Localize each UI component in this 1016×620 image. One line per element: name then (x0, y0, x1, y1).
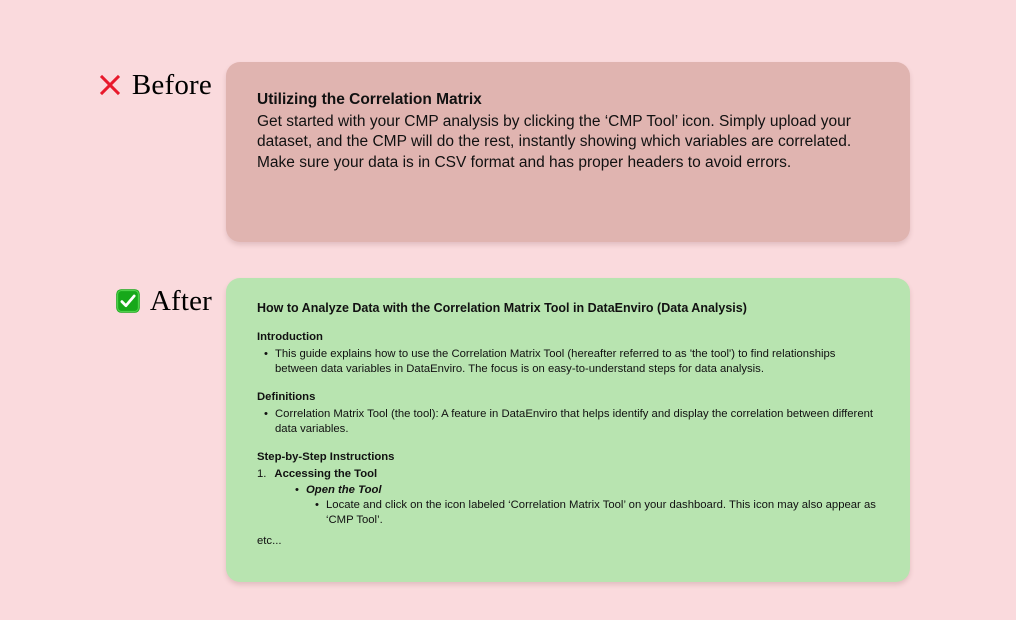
section-definitions (257, 390, 880, 437)
section-heading: Introduction (257, 331, 323, 344)
sub-step-detail-list (306, 498, 880, 529)
step-label: Accessing the Tool (274, 468, 378, 481)
check-mark-button-icon (115, 288, 141, 314)
section-bullet-list (257, 347, 880, 377)
sub-step-detail: • Locate and click on the icon labeled ‘Correlation Matrix Tool’ on your dashboard. This icon may also appear as ‘CMP Tool’. (326, 498, 880, 529)
cross-mark-icon (97, 72, 123, 98)
list-item: • This guide explains how to use the Correlation Matrix Tool (hereafter referred to as 'the tool') to find relationships between data variables in DataEnviro. The focus is on easy-to-understand steps for data analysis. (275, 347, 880, 377)
before-card-heading: Utilizing the Correlation Matrix (257, 91, 482, 108)
after-label: After (149, 284, 212, 317)
etc-text: etc... (257, 534, 282, 547)
sub-step-list (257, 483, 880, 529)
sub-step-item (306, 483, 880, 529)
before-label-group (0, 62, 226, 108)
after-row (0, 278, 910, 582)
section-heading: Definitions (257, 391, 316, 404)
before-label: Before (131, 68, 212, 101)
section-bullet-list (257, 407, 880, 437)
step-list (257, 467, 880, 529)
before-card (226, 62, 910, 242)
after-card (226, 278, 910, 582)
after-label-group (0, 278, 226, 324)
sub-step-label: Open the Tool (306, 483, 382, 496)
after-card-title: How to Analyze Data with the Correlation Matrix Tool in DataEnviro (Data Analysis) (257, 301, 747, 315)
before-card-body: Get started with your CMP analysis by clicking the ‘CMP Tool’ icon. Simply upload your dataset, and the CMP will do the rest, instantly showing which variables are correlated. Make sure your data is in CSV format and has proper headers to avoid errors. (257, 112, 852, 171)
section-step-by-step-instructions (257, 450, 880, 549)
step-number: 1. (257, 468, 267, 481)
before-row (0, 62, 910, 242)
list-item: • Correlation Matrix Tool (the tool): A feature in DataEnviro that helps identify and display the correlation between different data variables. (275, 407, 880, 437)
section-heading: Step-by-Step Instructions (257, 451, 395, 464)
step-item (257, 467, 880, 529)
section-introduction (257, 330, 880, 377)
